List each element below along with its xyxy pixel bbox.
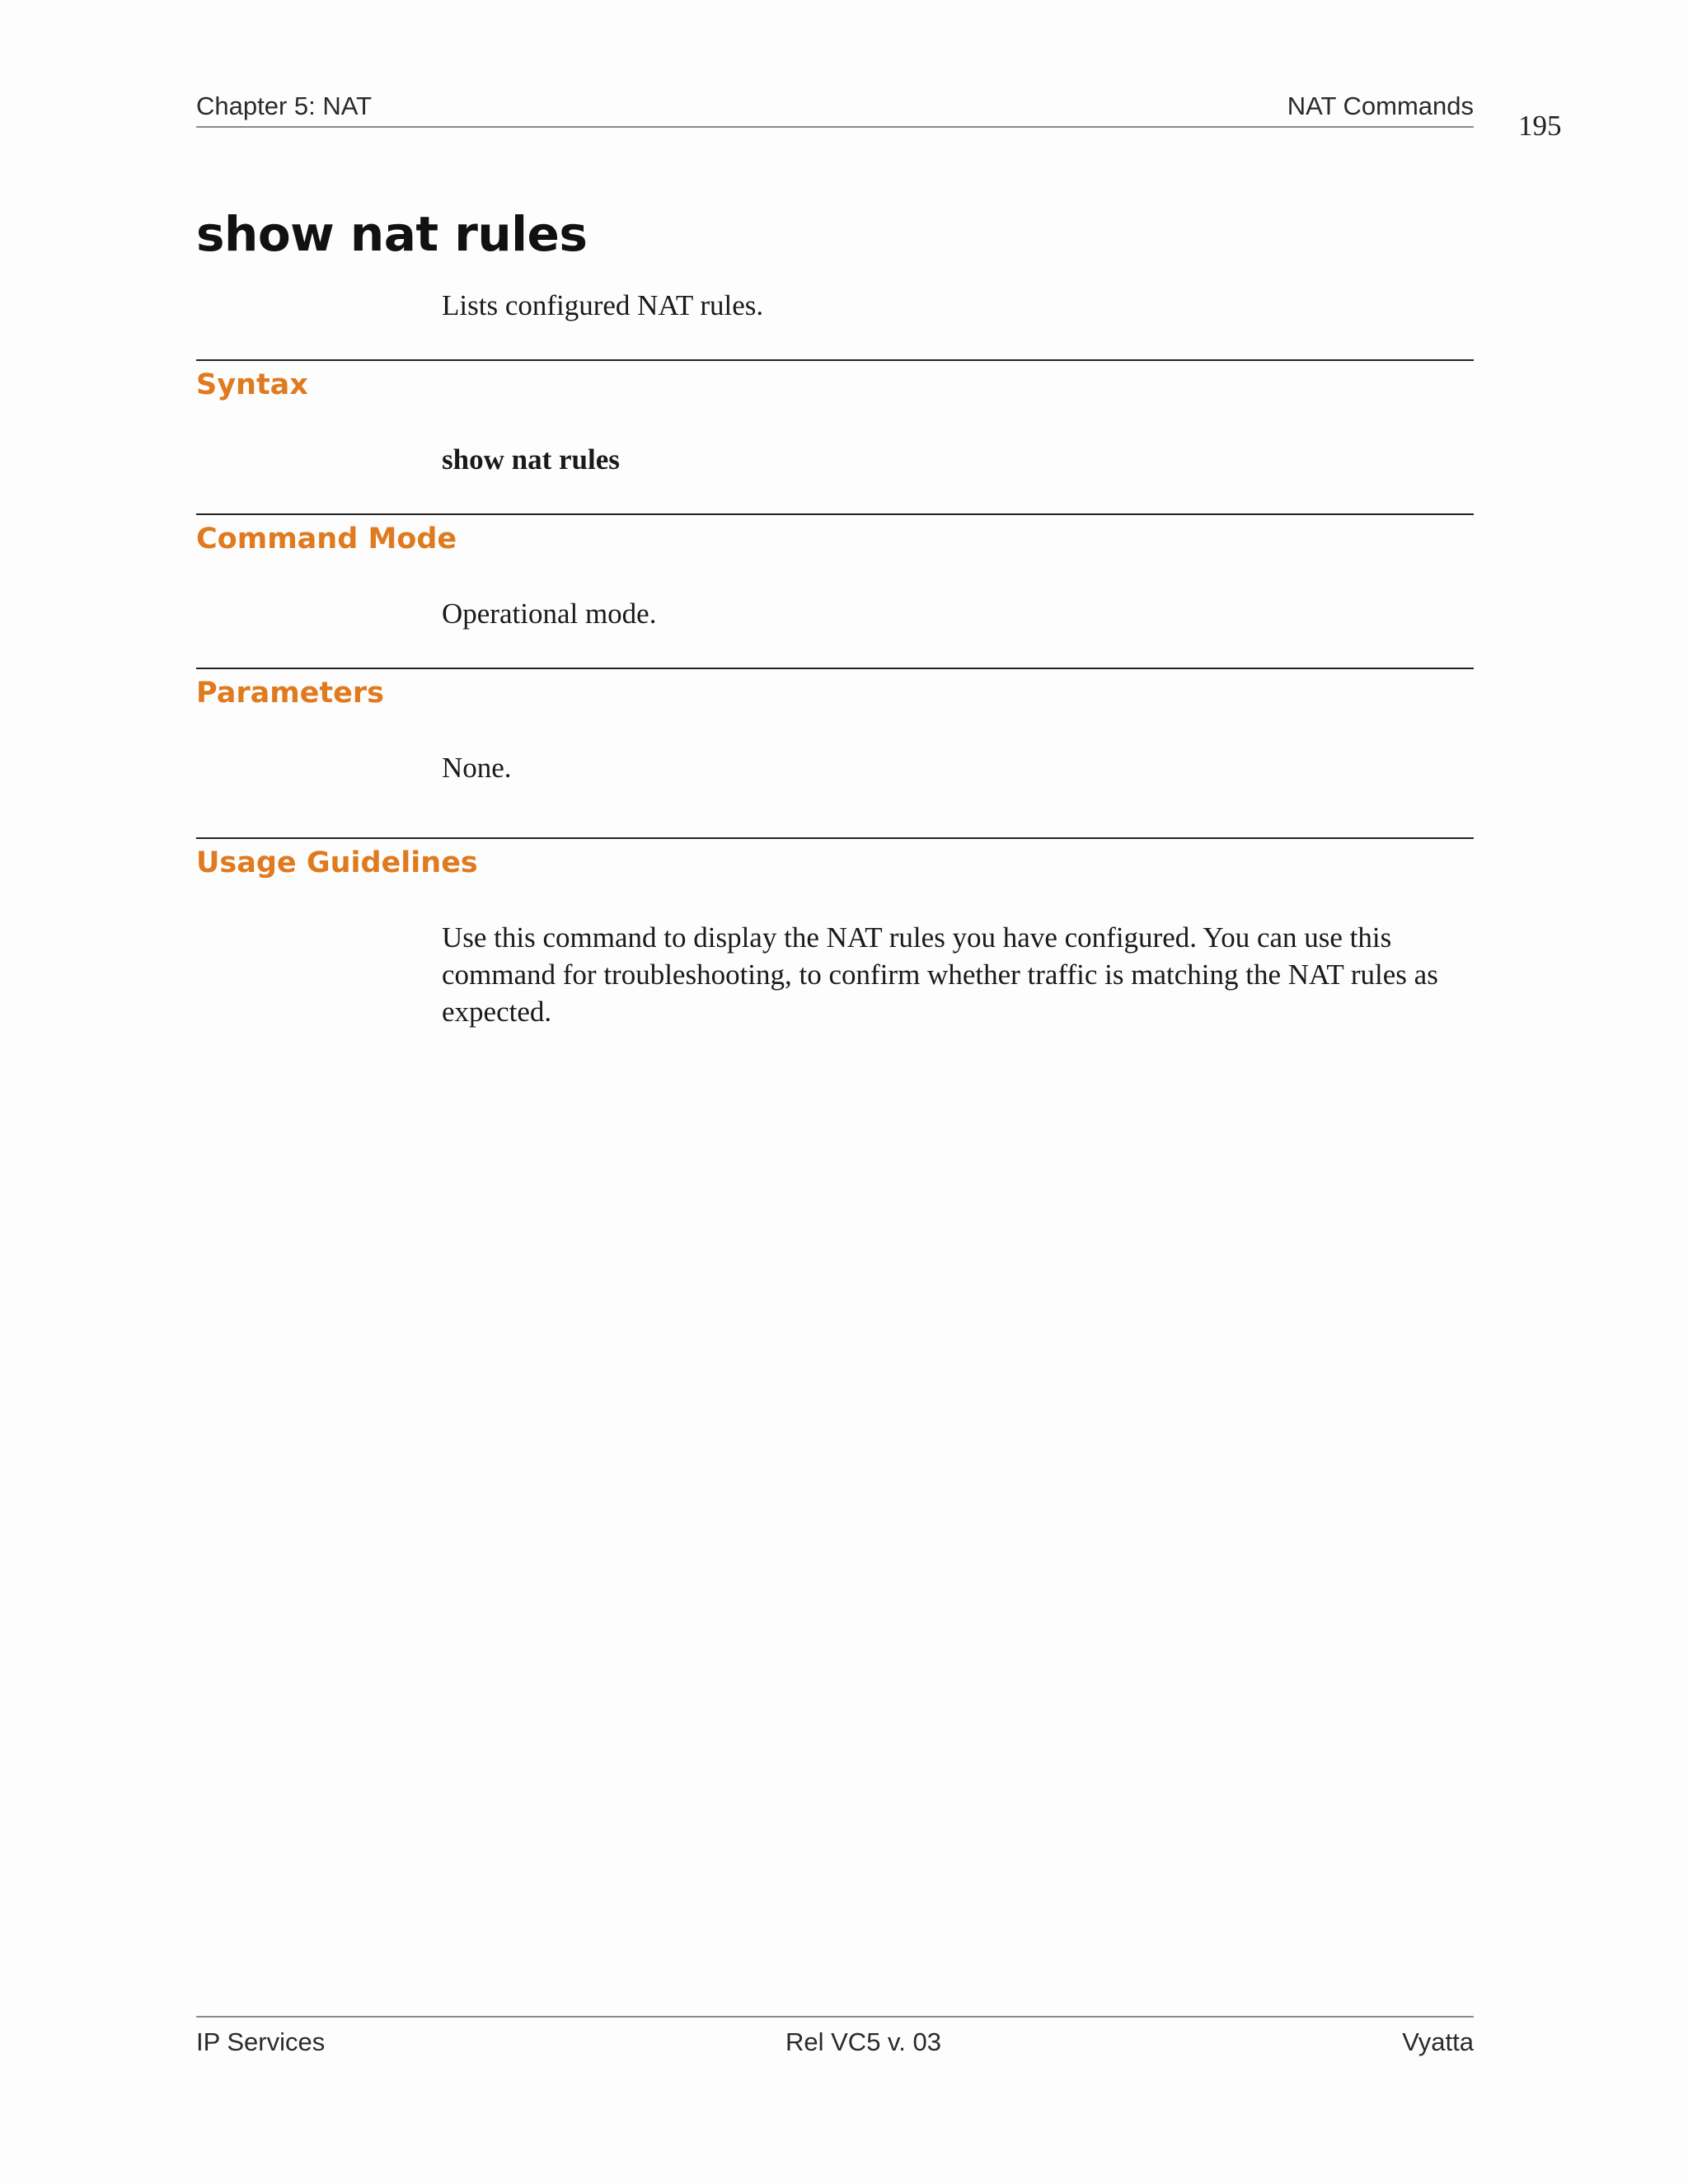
command-mode-text: Operational mode. (442, 598, 657, 630)
usage-text (442, 919, 1474, 1030)
parameters-text: None. (442, 752, 512, 784)
command-summary: Lists configured NAT rules. (442, 289, 764, 321)
usage-line-2: command for troubleshooting, to confirm whether traffic is matching the NAT rules as (442, 958, 1438, 991)
header-divider (196, 126, 1474, 128)
section-heading-usage: Usage Guidelines (196, 846, 478, 879)
section-divider-command-mode (196, 513, 1474, 515)
footer-company: Vyatta (1402, 2027, 1474, 2056)
syntax-command: show nat rules (442, 443, 620, 476)
section-heading-parameters: Parameters (196, 677, 384, 710)
section-divider-parameters (196, 668, 1474, 669)
header-chapter: Chapter 5: NAT (196, 91, 373, 120)
footer-release: Rel VC5 v. 03 (785, 2027, 941, 2056)
footer-product: IP Services (196, 2027, 326, 2056)
page-title: show nat rules (196, 206, 588, 262)
usage-line-1: Use this command to display the NAT rules you have configured. You can use this (442, 921, 1392, 954)
section-heading-syntax: Syntax (196, 368, 308, 401)
page-number: 195 (1518, 110, 1562, 142)
usage-line-3: expected. (442, 996, 552, 1028)
section-divider-usage (196, 837, 1474, 839)
section-heading-command-mode: Command Mode (196, 523, 457, 555)
header-section: NAT Commands (1287, 91, 1474, 120)
footer-divider (196, 2016, 1474, 2018)
section-divider-syntax (196, 359, 1474, 361)
